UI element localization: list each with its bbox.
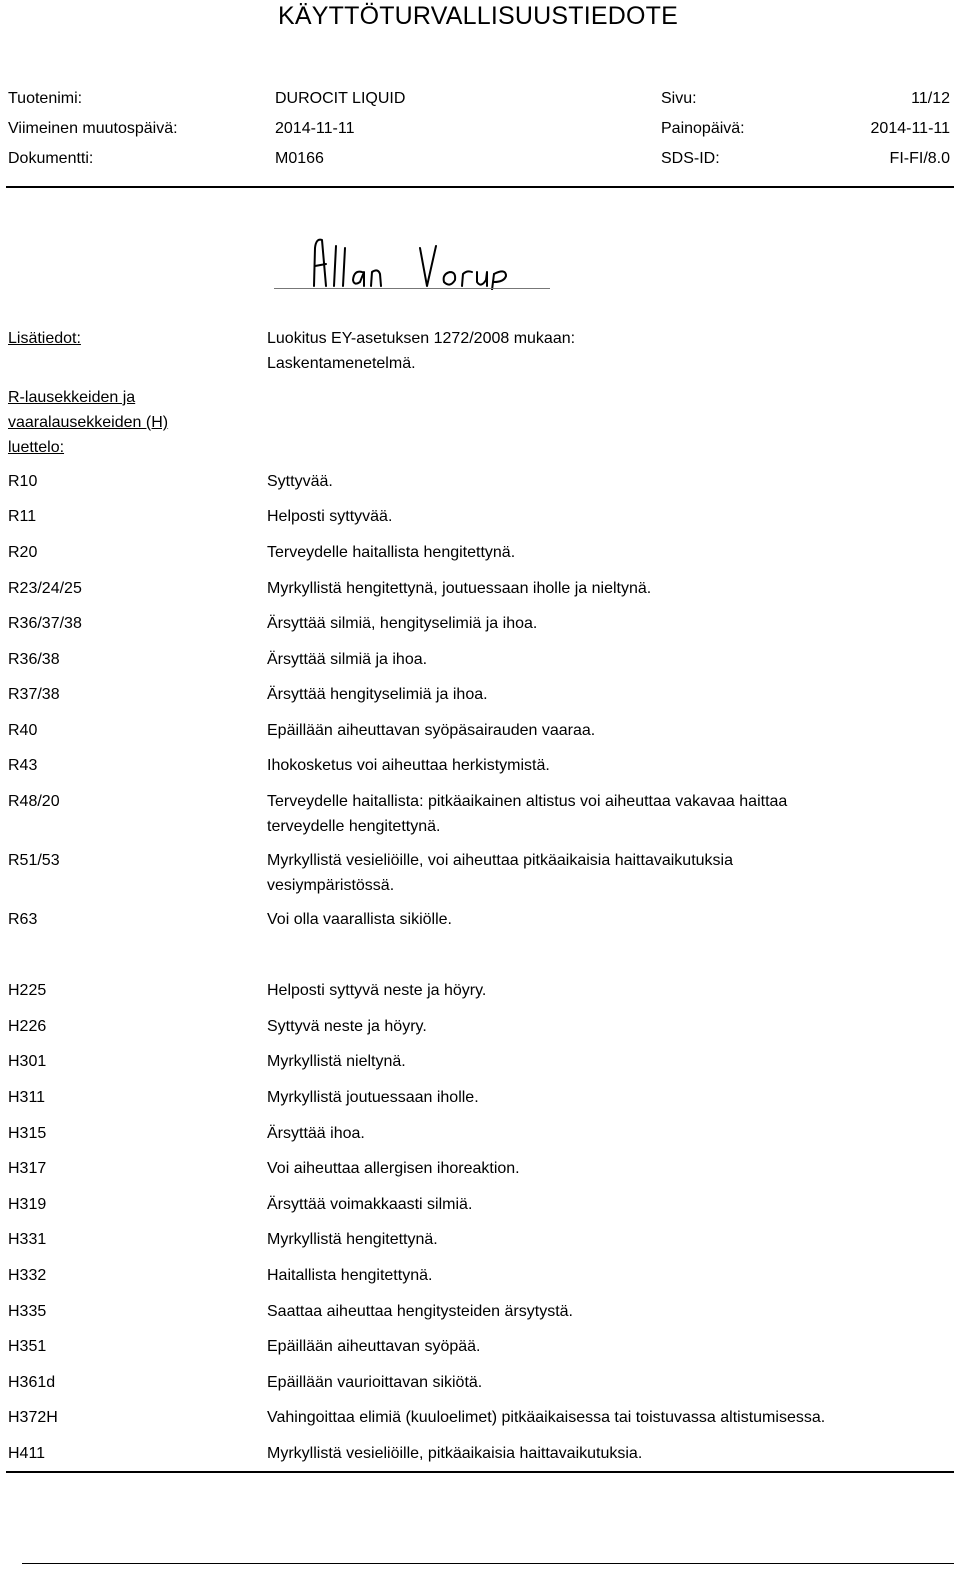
h-statement-code: H301 bbox=[8, 1053, 47, 1070]
header-divider bbox=[6, 186, 954, 188]
meta-value-document: M0166 bbox=[275, 150, 324, 167]
h-statement-text: Myrkyllistä vesieliöille, pitkäaikaisia haittavaikutuksia. bbox=[267, 1445, 643, 1462]
footer-divider bbox=[22, 1563, 954, 1564]
signature-image bbox=[274, 228, 550, 290]
h-statement-code: H335 bbox=[8, 1303, 47, 1320]
r-phrase-text: Helposti syttyvää. bbox=[267, 508, 393, 525]
r-phrase-text: Ihokosketus voi aiheuttaa herkistymistä. bbox=[267, 757, 550, 774]
meta-value-print-date: 2014-11-11 bbox=[870, 120, 950, 137]
r-phrase-code: R10 bbox=[8, 473, 38, 490]
signature-line bbox=[274, 288, 550, 289]
r-phrase-text: Myrkyllistä hengitettynä, joutuessaan iholle ja nieltynä. bbox=[267, 580, 652, 597]
r-phrase-text: Ärsyttää silmiä, hengityselimiä ja ihoa. bbox=[267, 615, 538, 632]
h-statement-text: Myrkyllistä hengitettynä. bbox=[267, 1231, 438, 1248]
h-statement-text: Syttyvä neste ja höyry. bbox=[267, 1018, 427, 1035]
h-statement-text: Helposti syttyvä neste ja höyry. bbox=[267, 982, 487, 999]
r-phrase-code: R51/53 bbox=[8, 852, 60, 869]
r-phrase-code: R11 bbox=[8, 508, 37, 525]
r-phrase-code: R20 bbox=[8, 544, 38, 561]
r-phrase-code: R23/24/25 bbox=[8, 580, 82, 597]
r-phrase-text: Voi olla vaarallista sikiölle. bbox=[267, 911, 452, 928]
r-phrase-code: R36/37/38 bbox=[8, 615, 82, 632]
h-statement-code: H315 bbox=[8, 1125, 47, 1142]
r-list-heading-line-1: R-lausekkeiden ja bbox=[8, 389, 136, 406]
h-statement-text: Ärsyttää ihoa. bbox=[267, 1125, 365, 1142]
h-statement-code: H372H bbox=[8, 1409, 58, 1426]
h-statement-code: H331 bbox=[8, 1231, 47, 1248]
r-phrase-text: Epäillään aiheuttavan syöpäsairauden vaaraa. bbox=[267, 722, 596, 739]
meta-value-revision: 2014-11-11 bbox=[275, 120, 355, 137]
h-statement-code: H332 bbox=[8, 1267, 47, 1284]
h-statement-code: H311 bbox=[8, 1089, 46, 1106]
r-list-heading-line-2: vaaralausekkeiden (H) bbox=[8, 414, 169, 431]
classification-line-2: Laskentamenetelmä. bbox=[267, 355, 416, 372]
r-phrase-code: R63 bbox=[8, 911, 38, 928]
h-statement-code: H411 bbox=[8, 1445, 46, 1462]
meta-row-revision bbox=[8, 116, 950, 146]
h-statement-code: H226 bbox=[8, 1018, 47, 1035]
r-phrase-code: R48/20 bbox=[8, 793, 60, 810]
h-statement-text: Vahingoittaa elimiä (kuuloelimet) pitkäaikaisessa tai toistuvassa altistumisessa. bbox=[267, 1409, 826, 1426]
r-phrase-text: Ärsyttää silmiä ja ihoa. bbox=[267, 651, 428, 668]
r-phrase-text: Myrkyllistä vesieliöille, voi aiheuttaa pitkäaikaisia haittavaikutuksia bbox=[267, 852, 733, 869]
r-phrase-text: Syttyvää. bbox=[267, 473, 333, 490]
meta-label-print-date: Painopäivä: bbox=[661, 120, 745, 137]
meta-label-page: Sivu: bbox=[661, 90, 697, 107]
additional-info-label: Lisätiedot: bbox=[8, 330, 81, 347]
h-statement-code: H317 bbox=[8, 1160, 47, 1177]
h-statement-text: Myrkyllistä nieltynä. bbox=[267, 1053, 406, 1070]
h-statement-text: Voi aiheuttaa allergisen ihoreaktion. bbox=[267, 1160, 520, 1177]
h-statement-code: H319 bbox=[8, 1196, 47, 1213]
r-phrase-code: R43 bbox=[8, 757, 38, 774]
meta-value-page: 11/12 bbox=[911, 90, 950, 107]
header-meta bbox=[8, 86, 950, 176]
meta-label-document: Dokumentti: bbox=[8, 150, 94, 167]
meta-value-product: DUROCIT LIQUID bbox=[275, 90, 406, 107]
classification-line-1: Luokitus EY-asetuksen 1272/2008 mukaan: bbox=[267, 330, 576, 347]
meta-label-product: Tuotenimi: bbox=[8, 90, 83, 107]
r-phrase-text-continued: terveydelle hengitettynä. bbox=[267, 818, 441, 835]
r-phrase-text: Terveydelle haitallista hengitettynä. bbox=[267, 544, 516, 561]
h-statement-code: H351 bbox=[8, 1338, 47, 1355]
document-title: KÄYTTÖTURVALLISUUSTIEDOTE bbox=[278, 2, 678, 30]
h-statement-code: H225 bbox=[8, 982, 47, 999]
h-statement-text: Saattaa aiheuttaa hengitysteiden ärsytystä. bbox=[267, 1303, 573, 1320]
h-statement-text: Haitallista hengitettynä. bbox=[267, 1267, 433, 1284]
h-statement-text: Epäillään vaurioittavan sikiötä. bbox=[267, 1374, 483, 1391]
content-end-divider bbox=[6, 1471, 954, 1473]
h-statement-text: Epäillään aiheuttavan syöpää. bbox=[267, 1338, 481, 1355]
meta-label-sds-id: SDS-ID: bbox=[661, 150, 720, 167]
h-statement-text: Myrkyllistä joutuessaan iholle. bbox=[267, 1089, 479, 1106]
signature bbox=[274, 228, 550, 290]
r-list-heading-line-3: luettelo: bbox=[8, 439, 65, 456]
h-statement-code: H361d bbox=[8, 1374, 56, 1391]
h-statement-text: Ärsyttää voimakkaasti silmiä. bbox=[267, 1196, 473, 1213]
meta-label-revision: Viimeinen muutospäivä: bbox=[8, 120, 178, 137]
r-phrase-code: R37/38 bbox=[8, 686, 60, 703]
r-phrase-text: Terveydelle haitallista: pitkäaikainen altistus voi aiheuttaa vakavaa haittaa bbox=[267, 793, 788, 810]
r-phrase-code: R40 bbox=[8, 722, 38, 739]
meta-value-sds-id: FI-FI/8.0 bbox=[889, 150, 950, 167]
r-phrase-text-continued: vesiympäristössä. bbox=[267, 877, 395, 894]
r-phrase-text: Ärsyttää hengityselimiä ja ihoa. bbox=[267, 686, 488, 703]
meta-row-product bbox=[8, 86, 950, 116]
meta-row-document bbox=[8, 146, 950, 176]
r-phrase-code: R36/38 bbox=[8, 651, 60, 668]
